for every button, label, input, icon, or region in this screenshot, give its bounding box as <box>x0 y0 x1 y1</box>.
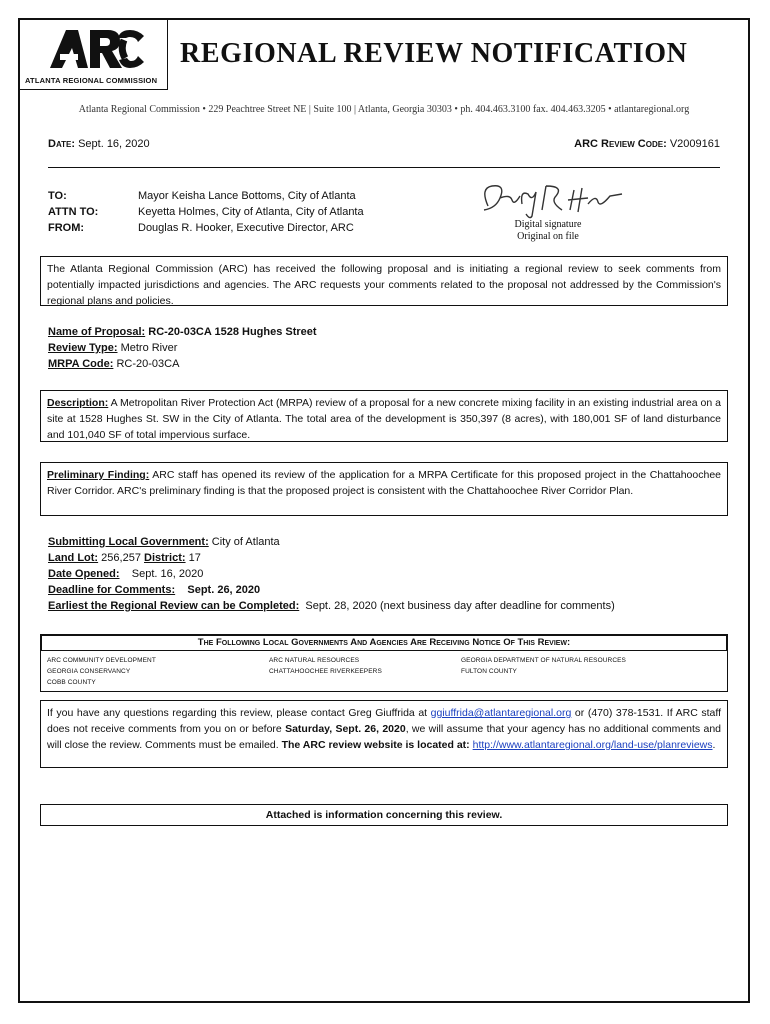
gov-value: City of Atlanta <box>211 536 280 548</box>
finding-box <box>40 462 728 516</box>
land-lot-label: Land Lot: <box>48 552 99 564</box>
earliest-value: Sept. 28, 2020 (next business day after deadline for comments) <box>305 600 615 612</box>
district-value: 17 <box>188 552 201 564</box>
contact-deadline: Saturday, Sept. 26, 2020 <box>285 723 406 735</box>
finding-text: ARC staff has opened its review of the application for a MRPA Certificate for this proposed project in the Chattahoochee River Corridor. ARC's preliminary finding is that the proposed project is consistent with the Chattahoochee River Corridor Plan. <box>47 469 722 497</box>
contact-text-4: . <box>712 739 716 751</box>
attn-value: Keyetta Holmes, City of Atlanta, City of Atlanta <box>138 206 364 218</box>
agencies-heading: The Following Local Governments And Agencies Are Receiving Notice Of This Review: <box>41 635 727 651</box>
date-row <box>48 138 150 150</box>
gov-label: Submitting Local Government: <box>48 536 209 548</box>
contact-text-2: or (470) 378-1531. If ARC staff does not receive comments from you on or before <box>47 707 721 735</box>
agency-item: GEORGIA DEPARTMENT OF NATURAL RESOURCES <box>461 657 626 664</box>
description-label: Description: <box>47 397 109 409</box>
proposal-name-label: Name of Proposal: <box>48 326 146 338</box>
signature-line-1: Digital signature <box>514 219 582 230</box>
description-text: A Metropolitan River Protection Act (MRPA) review of a proposal for a new concrete mixing facility in an existing industrial area on a site at 1528 Hughes St. SW in the City of Atlanta. The total area of the development is 350,397 (8 acres), with 180,001 SF of land disturbance and 101,040 SF of total impervious surface. <box>47 397 721 441</box>
date-label: Date: <box>48 138 76 150</box>
address-line: Atlanta Regional Commission • 229 Peachtree Street NE | Suite 100 | Atlanta, Georgia 30303 • ph. 404.463.3100 fax. 404.463.3205 • atlantaregional.org <box>78 104 690 115</box>
review-type-value: Metro River <box>120 342 178 354</box>
header <box>20 20 748 90</box>
attn-label: ATTN TO: <box>48 206 99 218</box>
contact-text-3: , we will assume that your agency has no additional comments and will close the review. Comments must be emailed. <box>47 723 721 751</box>
intro-box: The Atlanta Regional Commission (ARC) has received the following proposal and is initiating a regional review to seek comments from potentially impacted jurisdictions and agencies. The ARC requests your comments related to the proposal not addressed by the Commission's regional plans and policies. <box>40 256 728 306</box>
from-label: FROM: <box>48 222 85 234</box>
agency-item: CHATTAHOOCHEE RIVERKEEPERS <box>269 668 382 675</box>
agencies-box <box>40 634 728 692</box>
signature-line-2: Original on file <box>517 231 579 242</box>
mrpa-code-value: RC-20-03CA <box>116 358 180 370</box>
date-value: Sept. 16, 2020 <box>78 138 150 150</box>
contact-email-link[interactable]: ggiuffrida@atlantaregional.org <box>430 707 572 719</box>
contact-box <box>40 700 728 768</box>
date-opened-value: Sept. 16, 2020 <box>131 568 204 580</box>
review-code-label: ARC Review Code: <box>574 138 667 150</box>
signature-icon <box>470 180 630 220</box>
deadline-label: Deadline for Comments: <box>48 584 176 596</box>
page-title: REGIONAL REVIEW NOTIFICATION <box>180 38 688 69</box>
divider <box>48 167 720 168</box>
arc-logo <box>20 20 168 90</box>
details-block <box>48 534 615 614</box>
agency-item: ARC COMMUNITY DEVELOPMENT <box>47 657 156 664</box>
agencies-column-1 <box>47 655 156 688</box>
to-label: TO: <box>48 190 67 202</box>
mrpa-code-label: MRPA Code: <box>48 358 114 370</box>
signature-note <box>498 219 598 243</box>
description-box <box>40 390 728 442</box>
website-note: The ARC review website is located at: <box>281 739 470 751</box>
review-code-value: V2009161 <box>669 138 720 150</box>
agency-item: COBB COUNTY <box>47 679 96 686</box>
logo-org-name: ATLANTA REGIONAL COMMISSION <box>25 76 158 85</box>
deadline-value: Sept. 26, 2020 <box>187 584 261 596</box>
contact-text-1: If you have any questions regarding this review, please contact Greg Giuffrida at <box>47 707 431 719</box>
review-website-link[interactable]: http://www.atlantaregional.org/land-use/planreviews <box>472 739 713 751</box>
agencies-column-2 <box>269 655 382 677</box>
agency-item: FULTON COUNTY <box>461 668 517 675</box>
earliest-label: Earliest the Regional Review can be Completed: <box>48 600 300 612</box>
date-opened-label: Date Opened: <box>48 568 120 580</box>
review-code-row <box>574 138 720 150</box>
from-value: Douglas R. Hooker, Executive Director, ARC <box>138 222 354 234</box>
land-lot-value: 256,257 <box>101 552 141 564</box>
district-label: District: <box>144 552 186 564</box>
proposal-block <box>48 324 317 372</box>
notification-page <box>18 18 750 1003</box>
attached-box: Attached is information concerning this review. <box>40 804 728 826</box>
agency-item: GEORGIA CONSERVANCY <box>47 668 131 675</box>
agency-item: ARC NATURAL RESOURCES <box>269 657 360 664</box>
proposal-name-value: RC-20-03CA 1528 Hughes Street <box>148 326 317 338</box>
to-value: Mayor Keisha Lance Bottoms, City of Atlanta <box>138 190 356 202</box>
agencies-column-3 <box>461 655 626 677</box>
addressee-block <box>48 188 364 236</box>
review-type-label: Review Type: <box>48 342 118 354</box>
finding-label: Preliminary Finding: <box>47 469 150 481</box>
arc-logo-mark-icon <box>46 28 146 70</box>
